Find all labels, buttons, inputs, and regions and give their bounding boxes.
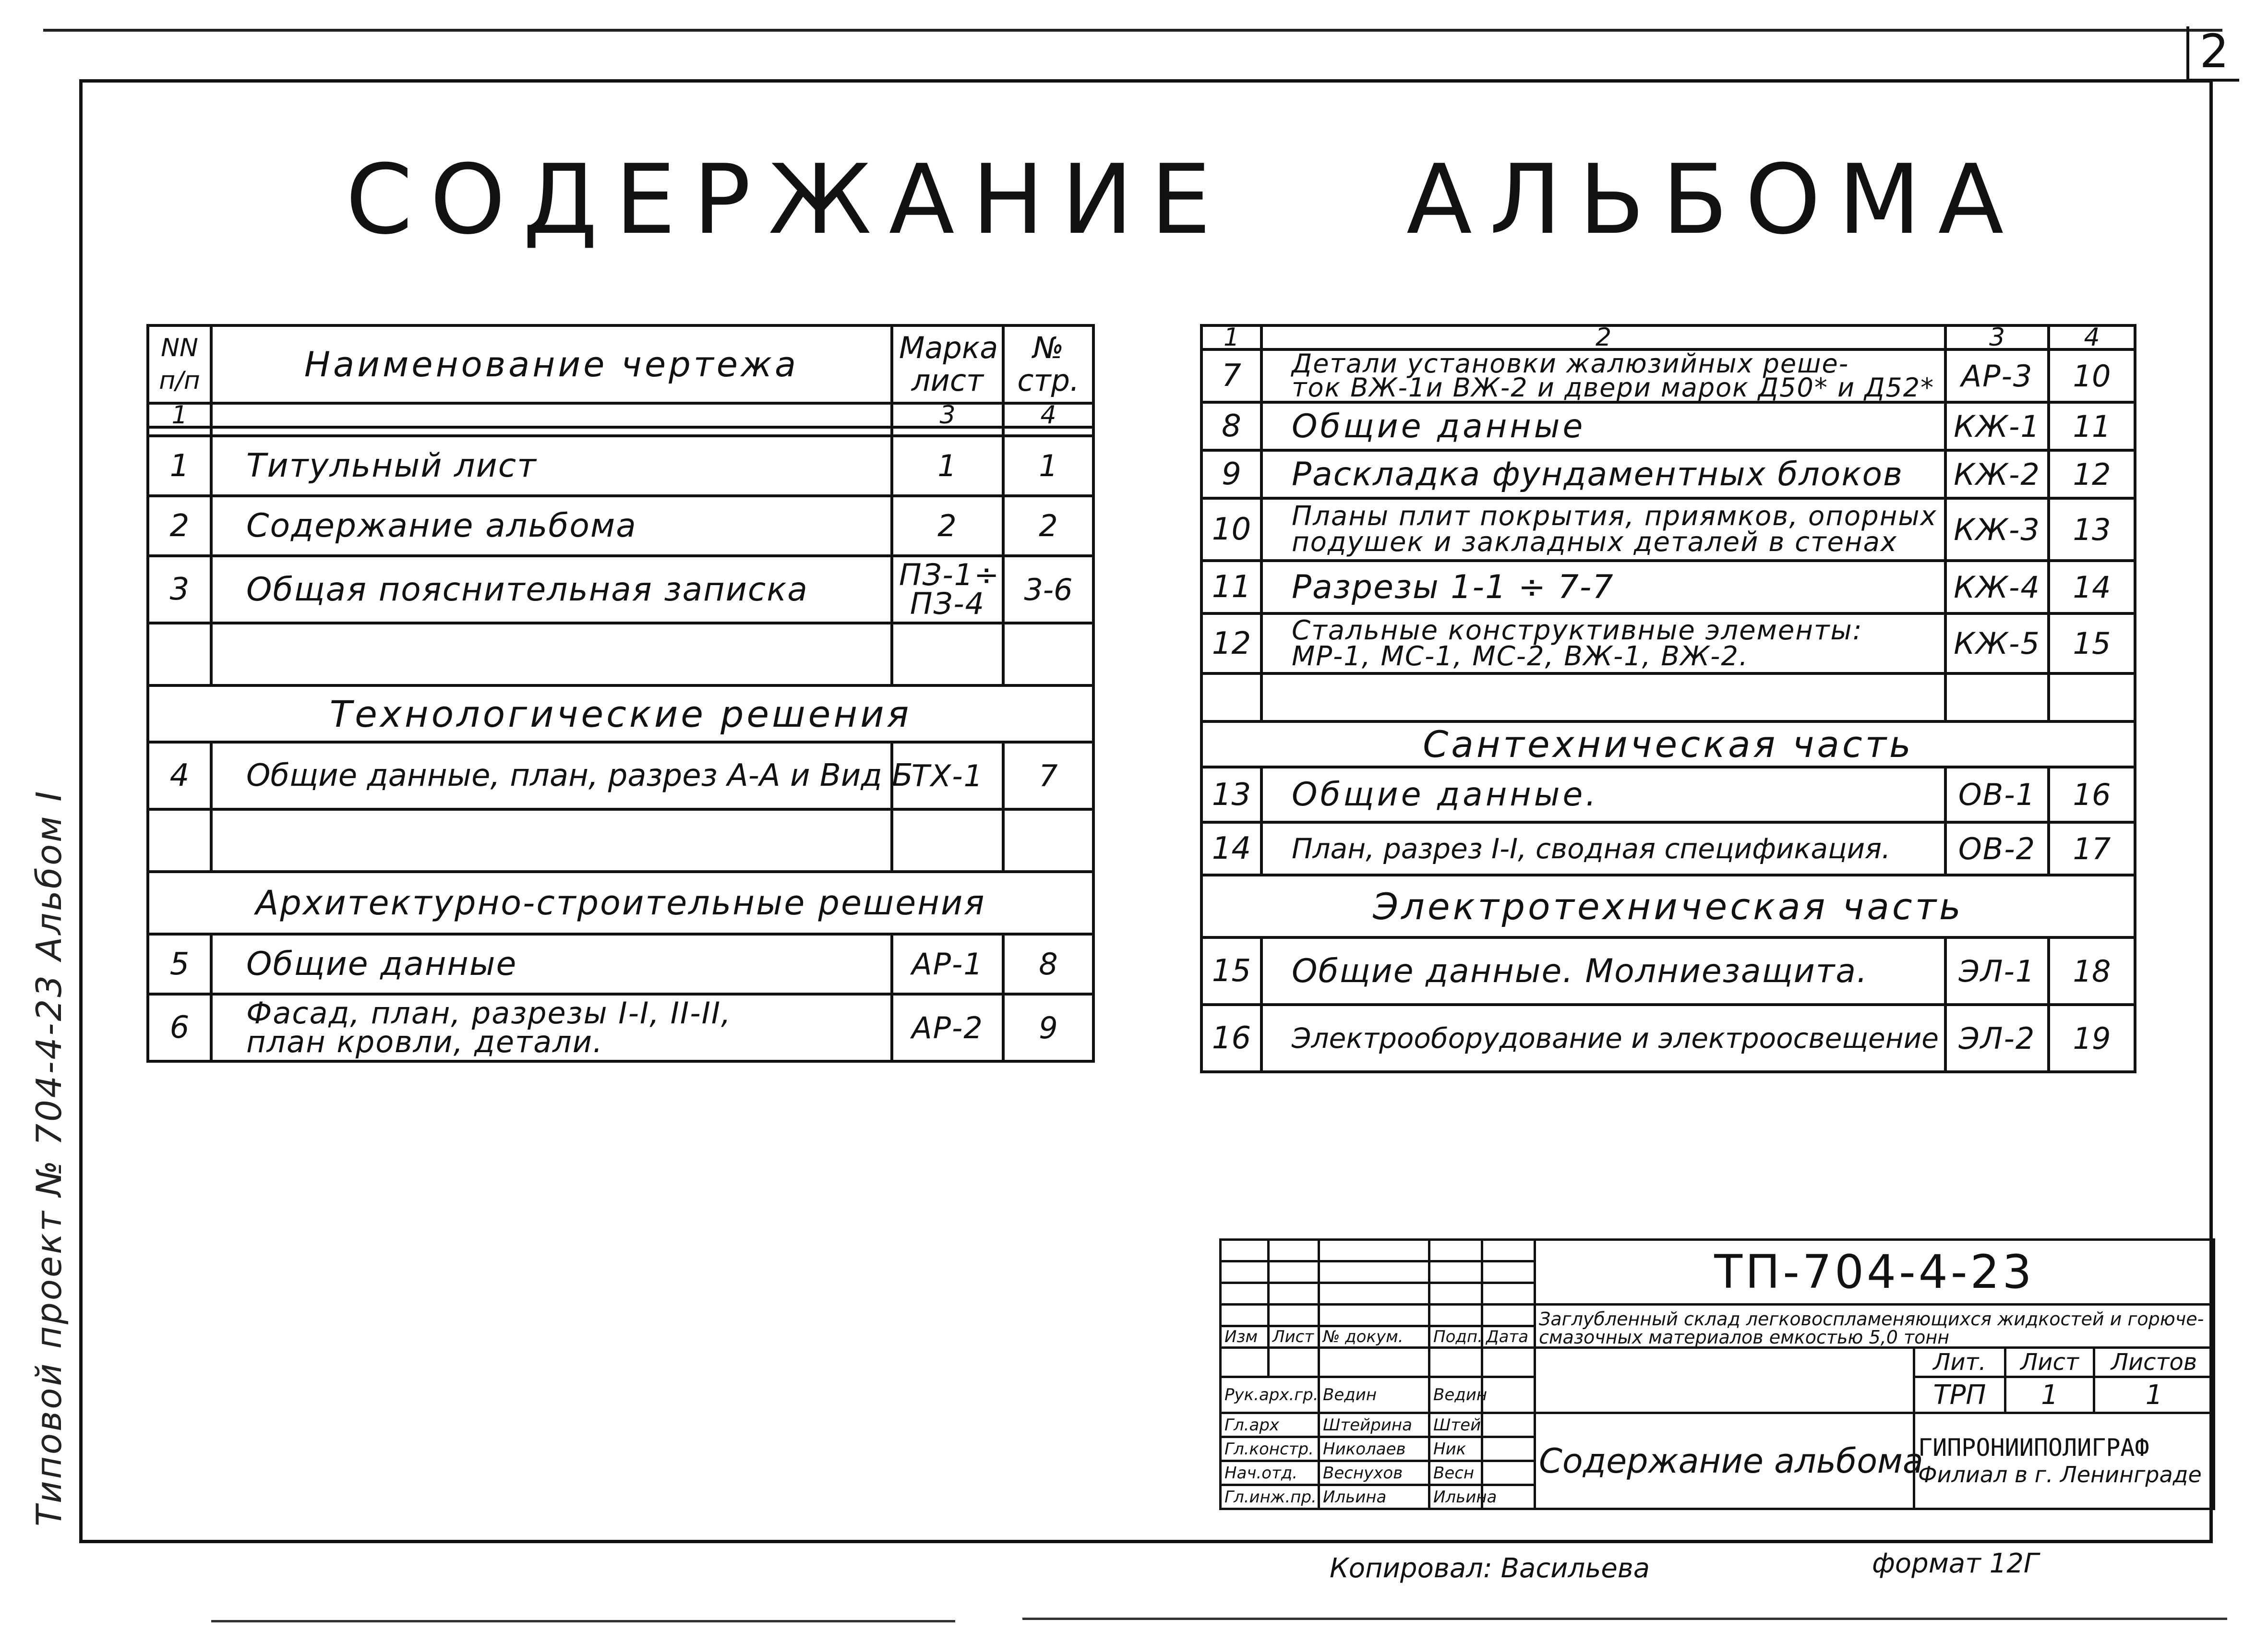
person-role: Гл.констр.: [1221, 1437, 1319, 1461]
row-mark: 2: [892, 496, 1003, 556]
row-mark: КЖ-3: [1945, 498, 2049, 561]
row-page: 1: [1003, 436, 1093, 496]
person-signature: Ник: [1429, 1437, 1482, 1461]
project-code: ТП-704-4-23: [1535, 1240, 2214, 1305]
stamp-col-list: Лист: [1269, 1326, 1319, 1348]
row-name: Разрезы 1-1 ÷ 7-7: [1261, 561, 1945, 613]
row-page: 17: [2049, 822, 2135, 875]
row-name: Общие данные.: [1261, 767, 1945, 822]
colnum-4: 4: [2049, 325, 2135, 349]
section-plumbing: Сантехническая часть: [1201, 721, 2135, 767]
row-num: 16: [1201, 1005, 1261, 1072]
bottom-line-left: [211, 1620, 955, 1622]
row-num: 8: [1201, 402, 1261, 450]
empty-row: [148, 809, 1093, 872]
person-signature: Штей: [1429, 1413, 1482, 1437]
row-mark: ОВ-1: [1945, 767, 2049, 822]
row-num: 14: [1201, 822, 1261, 875]
row-name: [1261, 498, 1945, 561]
row-page: 8: [1003, 934, 1093, 994]
listov-value: 1: [2094, 1377, 2214, 1413]
sheet-number: 2: [2186, 26, 2239, 82]
table-row: [1201, 561, 2135, 613]
row-name: Общие данные, план, разрез А-А и Вид Б: [211, 742, 892, 809]
row-page: 18: [2049, 937, 2135, 1005]
table-row: [1201, 937, 2135, 1005]
row-page: 13: [2049, 498, 2135, 561]
person-role: Гл.арх: [1221, 1413, 1319, 1437]
table-row: [148, 496, 1093, 556]
colnum-4: 4: [1003, 403, 1093, 427]
row-mark-line1: ПЗ-1÷: [899, 557, 1000, 592]
row-page: 15: [2049, 613, 2135, 673]
row-num: 3: [148, 556, 211, 623]
row-name-line1: Детали установки жалюзийных реше-: [1292, 348, 1849, 379]
row-mark: 1: [892, 436, 1003, 496]
row-mark: [892, 556, 1003, 623]
row-page: 9: [1003, 994, 1093, 1061]
person-name: Штейрина: [1319, 1413, 1429, 1437]
table-row: [1201, 349, 2135, 402]
row-page: 2: [1003, 496, 1093, 556]
row-page: 12: [2049, 450, 2135, 498]
colnum-1: 1: [148, 403, 211, 427]
row-num: 4: [148, 742, 211, 809]
row-mark: АР-1: [892, 934, 1003, 994]
row-name-line1: Стальные конструктивные элементы:: [1292, 614, 1863, 646]
table-header-row: [148, 325, 1093, 403]
table-row: [148, 556, 1093, 623]
section-row: [148, 872, 1093, 934]
row-num: 7: [1201, 349, 1261, 402]
table-row: [148, 742, 1093, 809]
row-mark: КЖ-1: [1945, 402, 2049, 450]
section-electrical: Электротехническая часть: [1201, 875, 2135, 937]
lit-header: Лит.: [1914, 1348, 2005, 1377]
empty-row: [148, 623, 1093, 685]
row-page: 16: [2049, 767, 2135, 822]
row-mark: КЖ-4: [1945, 561, 2049, 613]
person-name: Ведин: [1319, 1377, 1429, 1413]
copied-by: Копировал: Васильева: [1330, 1553, 1650, 1584]
row-mark: ОВ-2: [1945, 822, 2049, 875]
list-header: Лист: [2005, 1348, 2094, 1377]
colnum-2: 2: [1261, 325, 1945, 349]
column-number-row: [1201, 325, 2135, 349]
colnum-2: [211, 403, 892, 427]
row-page: 19: [2049, 1005, 2135, 1072]
row-mark: АР-3: [1945, 349, 2049, 402]
organization: [1914, 1413, 2214, 1509]
stamp-col-podp: Подп.: [1429, 1326, 1482, 1348]
person-name: Ильина: [1319, 1485, 1429, 1509]
row-mark: ЭЛ-1: [1945, 937, 2049, 1005]
section-row: [1201, 721, 2135, 767]
stamp-col-data: Дата: [1482, 1326, 1535, 1348]
table-row: [1201, 613, 2135, 673]
column-number-row: [148, 403, 1093, 427]
row-name-line1: Фасад, план, разрезы I-I, II-II,: [246, 996, 732, 1031]
title-right: АЛЬБОМА: [1406, 144, 2021, 256]
row-num: 13: [1201, 767, 1261, 822]
section-technology: Технологические решения: [148, 685, 1093, 742]
row-name: Общие данные: [211, 934, 892, 994]
row-page: 14: [2049, 561, 2135, 613]
right-contents-table: [1200, 324, 2136, 1073]
listov-header: Листов: [2094, 1348, 2214, 1377]
row-page: 11: [2049, 402, 2135, 450]
organization-name: ГИПРОНИИПОЛИГРАФ: [1918, 1433, 2149, 1462]
row-name: Раскладка фундаментных блоков: [1261, 450, 1945, 498]
project-description: Заглубленный склад легковоспламеняющихся жидкостей и горюче-смазочных материалов емкостью 5,0 тонн: [1535, 1305, 2214, 1348]
row-name: Общая пояснительная записка: [211, 556, 892, 623]
row-mark: КЖ-5: [1945, 613, 2049, 673]
sheet-title: Содержание альбома: [1535, 1413, 1914, 1509]
top-border-line: [43, 29, 2222, 32]
row-page: 7: [1003, 742, 1093, 809]
row-name: Общие данные. Молниезащита.: [1261, 937, 1945, 1005]
section-row: [1201, 875, 2135, 937]
row-page: 10: [2049, 349, 2135, 402]
row-name: [211, 994, 892, 1061]
section-architecture: Архитектурно-строительные решения: [148, 872, 1093, 934]
table-row: [1201, 498, 2135, 561]
left-contents-table: [146, 324, 1095, 1063]
person-name: Веснухов: [1319, 1461, 1429, 1485]
title-block: [1219, 1238, 2215, 1510]
header-page: № стр.: [1003, 325, 1093, 403]
colnum-1: 1: [1201, 325, 1261, 349]
stamp-col-izm: Изм: [1221, 1326, 1269, 1348]
row-name: Электрооборудование и электроосвещение: [1261, 1005, 1945, 1072]
lit-value: ТРП: [1914, 1377, 2005, 1413]
organization-branch: Филиал в г. Ленинграде: [1918, 1461, 2202, 1488]
row-name: Титульный лист: [211, 436, 892, 496]
row-num: 1: [148, 436, 211, 496]
header-name: Наименование чертежа: [211, 325, 892, 403]
row-num: 9: [1201, 450, 1261, 498]
row-name: План, разрез I-I, сводная спецификация.: [1261, 822, 1945, 875]
table-row: [148, 994, 1093, 1061]
row-name-line1: Планы плит покрытия, приямков, опорных: [1292, 501, 1937, 532]
colnum-3: 3: [1945, 325, 2049, 349]
table-row: [1201, 402, 2135, 450]
row-name-line2: ток ВЖ-1и ВЖ-2 и двери марок Д50* и Д52*: [1292, 372, 1935, 403]
stamp-col-dokum: № докум.: [1319, 1326, 1429, 1348]
stamp-person-row: [1221, 1413, 2214, 1437]
colnum-3: 3: [892, 403, 1003, 427]
row-num: 6: [148, 994, 211, 1061]
title-left: СОДЕРЖАНИЕ: [346, 144, 1228, 256]
row-num: 10: [1201, 498, 1261, 561]
table-row: [1201, 450, 2135, 498]
person-signature: Ведин: [1429, 1377, 1482, 1413]
header-mark: Марка лист: [892, 325, 1003, 403]
row-name: [1261, 349, 1945, 402]
row-num: 12: [1201, 613, 1261, 673]
header-num: NN п/п: [148, 325, 211, 403]
row-mark: КЖ-2: [1945, 450, 2049, 498]
row-name-line2: МР-1, МС-1, МС-2, ВЖ-1, ВЖ-2.: [1292, 640, 1749, 672]
table-row: [1201, 767, 2135, 822]
table-row: [1201, 1005, 2135, 1072]
table-row: [148, 934, 1093, 994]
empty-row: [1201, 673, 2135, 721]
row-mark-line2: ПЗ-4: [910, 586, 985, 621]
row-mark: АР-2: [892, 994, 1003, 1061]
row-num: 11: [1201, 561, 1261, 613]
section-row: [148, 685, 1093, 742]
row-name: [1261, 613, 1945, 673]
person-signature: Весн: [1429, 1461, 1482, 1485]
table-row: [1201, 822, 2135, 875]
list-value: 1: [2005, 1377, 2094, 1413]
person-name: Николаев: [1319, 1437, 1429, 1461]
row-num: 2: [148, 496, 211, 556]
row-name: Содержание альбома: [211, 496, 892, 556]
row-num: 15: [1201, 937, 1261, 1005]
person-role: Рук.арх.гр.: [1221, 1377, 1319, 1413]
person-signature: Ильина: [1429, 1485, 1482, 1509]
row-num: 5: [148, 934, 211, 994]
row-name-line2: подушек и закладных деталей в стенах: [1292, 527, 1898, 558]
row-mark: ТХ-1: [892, 742, 1003, 809]
row-name-line2: план кровли, детали.: [246, 1024, 603, 1059]
person-role: Нач.отд.: [1221, 1461, 1319, 1485]
side-stamp-text: Типовой проект № 704-4-23 Альбом I: [29, 789, 69, 1526]
row-name: Общие данные: [1261, 402, 1945, 450]
row-mark: ЭЛ-2: [1945, 1005, 2049, 1072]
person-role: Гл.инж.пр.: [1221, 1485, 1319, 1509]
bottom-line-right: [1022, 1618, 2227, 1620]
row-page: 3-6: [1003, 556, 1093, 623]
table-row: [148, 436, 1093, 496]
format-label: формат 12Г: [1872, 1548, 2039, 1579]
